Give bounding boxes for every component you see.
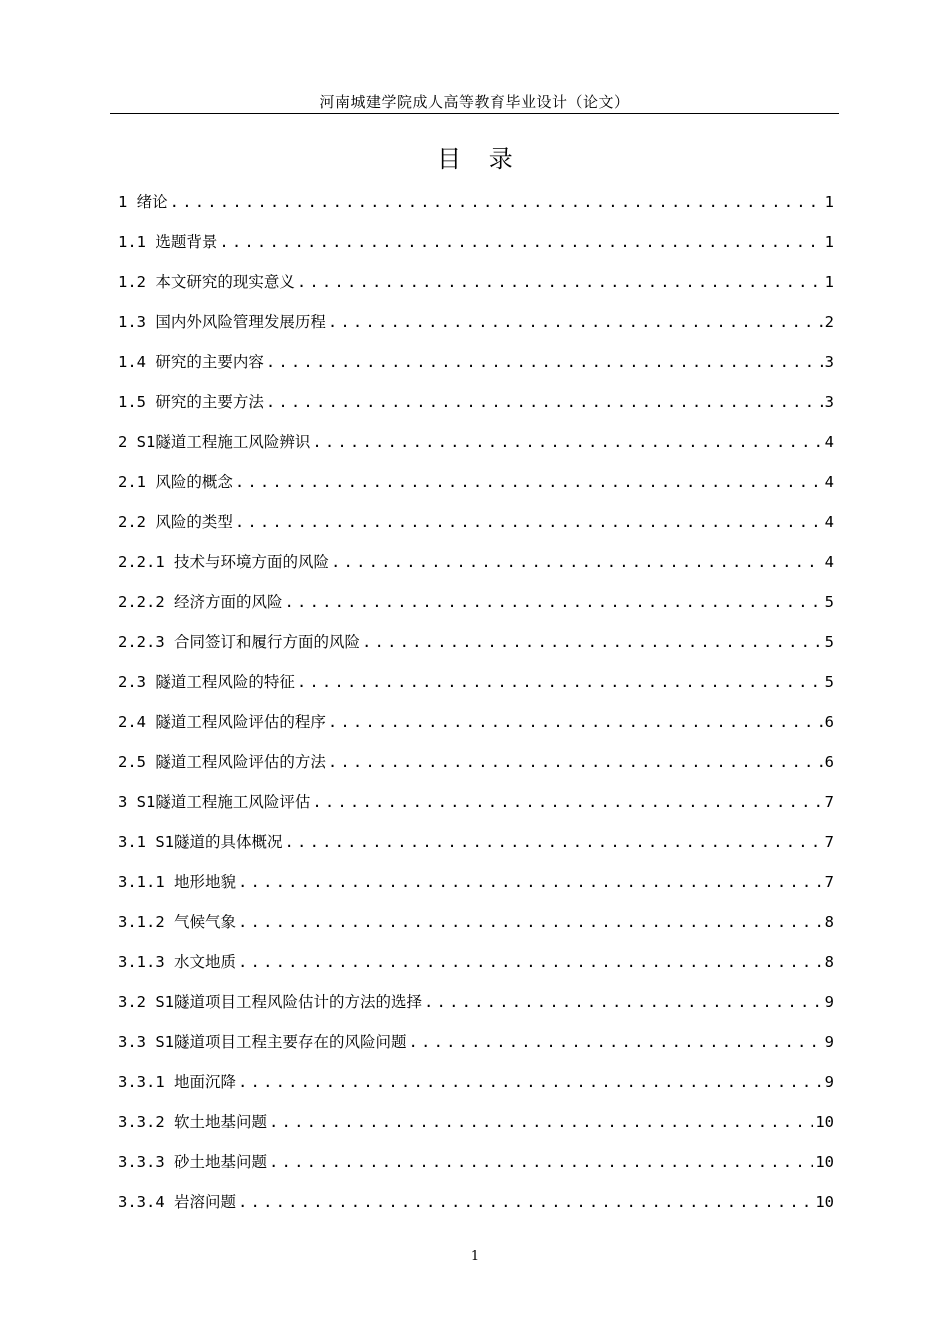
toc-dot-leader	[269, 1110, 813, 1134]
toc-entry-text: 1.3 国内外风险管理发展历程	[118, 313, 326, 331]
toc-dot-leader	[266, 350, 823, 374]
toc-entry-text: 3.2 S1隧道项目工程风险估计的方法的选择	[118, 993, 422, 1011]
toc-entry[interactable]	[118, 1190, 834, 1230]
toc-entry-text: 3.1.1 地形地貌	[118, 873, 236, 891]
toc-entry-text: 2.5 隧道工程风险评估的方法	[118, 753, 326, 771]
toc-entry-text: 3.3.1 地面沉降	[118, 1073, 236, 1091]
toc-entry-text: 3.1.2 气候气象	[118, 913, 236, 931]
toc-dot-leader	[328, 310, 823, 334]
toc-entry[interactable]	[118, 750, 834, 790]
toc-entry-page: 5	[824, 633, 834, 651]
toc-entry[interactable]	[118, 1150, 834, 1190]
toc-entry-text: 2.4 隧道工程风险评估的程序	[118, 713, 326, 731]
toc-entry-page: 8	[824, 953, 834, 971]
toc-entry[interactable]	[118, 1030, 834, 1070]
toc-entry[interactable]	[118, 790, 834, 830]
toc-entry-page: 9	[824, 1073, 834, 1091]
toc-entry-page: 2	[824, 313, 834, 331]
toc-entry[interactable]	[118, 190, 834, 230]
toc-entry-page: 1	[824, 233, 834, 251]
toc-entry-page: 3	[824, 393, 834, 411]
toc-entry[interactable]	[118, 910, 834, 950]
toc-dot-leader	[269, 1150, 813, 1174]
toc-entry-text: 1 绪论	[118, 193, 168, 211]
toc-dot-leader	[238, 910, 823, 934]
toc-entry-text: 3.3 S1隧道项目工程主要存在的风险问题	[118, 1033, 407, 1051]
toc-entry[interactable]	[118, 550, 834, 590]
toc-entry-page: 1	[824, 273, 834, 291]
toc-dot-leader	[409, 1030, 823, 1054]
toc-entry-page: 4	[824, 553, 834, 571]
table-of-contents	[118, 190, 834, 1230]
toc-dot-leader	[235, 470, 823, 494]
toc-entry[interactable]	[118, 870, 834, 910]
toc-entry-text: 3.3.4 岩溶问题	[118, 1193, 236, 1211]
toc-entry[interactable]	[118, 470, 834, 510]
toc-entry-page: 1	[824, 193, 834, 211]
toc-entry[interactable]	[118, 630, 834, 670]
toc-entry-text: 3.3.2 软土地基问题	[118, 1113, 267, 1131]
toc-entry-text: 2.2 风险的类型	[118, 513, 233, 531]
toc-entry-page: 9	[824, 1033, 834, 1051]
toc-entry-text: 2.2.2 经济方面的风险	[118, 593, 283, 611]
toc-dot-leader	[238, 870, 823, 894]
toc-entry-page: 7	[824, 873, 834, 891]
toc-entry-page: 9	[824, 993, 834, 1011]
toc-entry-text: 3 S1隧道工程施工风险评估	[118, 793, 311, 811]
toc-dot-leader	[312, 790, 822, 814]
toc-entry[interactable]	[118, 670, 834, 710]
toc-entry-text: 1.1 选题背景	[118, 233, 218, 251]
toc-entry-text: 3.1.3 水文地质	[118, 953, 236, 971]
toc-entry-text: 2.2.1 技术与环境方面的风险	[118, 553, 329, 571]
toc-entry-page: 6	[824, 753, 834, 771]
toc-entry-page: 6	[824, 713, 834, 731]
toc-entry[interactable]	[118, 350, 834, 390]
toc-dot-leader	[328, 710, 823, 734]
toc-entry-page: 10	[815, 1193, 834, 1211]
toc-entry[interactable]	[118, 830, 834, 870]
toc-dot-leader	[331, 550, 823, 574]
toc-entry[interactable]	[118, 1110, 834, 1150]
toc-entry[interactable]	[118, 590, 834, 630]
toc-entry[interactable]	[118, 950, 834, 990]
toc-entry[interactable]	[118, 430, 834, 470]
toc-dot-leader	[328, 750, 823, 774]
toc-dot-leader	[312, 430, 822, 454]
toc-dot-leader	[235, 510, 823, 534]
toc-dot-leader	[238, 1190, 813, 1214]
toc-entry-text: 1.4 研究的主要内容	[118, 353, 264, 371]
toc-dot-leader	[297, 270, 823, 294]
toc-dot-leader	[219, 230, 822, 254]
toc-entry-text: 2.3 隧道工程风险的特征	[118, 673, 295, 691]
toc-dot-leader	[238, 950, 823, 974]
toc-entry-text: 1.2 本文研究的现实意义	[118, 273, 295, 291]
toc-entry-text: 3.1 S1隧道的具体概况	[118, 833, 283, 851]
toc-entry[interactable]	[118, 390, 834, 430]
toc-entry-page: 10	[815, 1113, 834, 1131]
toc-entry-page: 7	[824, 833, 834, 851]
toc-entry-page: 5	[824, 673, 834, 691]
toc-entry[interactable]	[118, 270, 834, 310]
toc-entry[interactable]	[118, 1070, 834, 1110]
toc-entry-text: 2 S1隧道工程施工风险辨识	[118, 433, 311, 451]
toc-entry[interactable]	[118, 710, 834, 750]
page-number: 1	[470, 1249, 480, 1264]
toc-dot-leader	[424, 990, 823, 1014]
toc-dot-leader	[170, 190, 823, 214]
toc-dot-leader	[297, 670, 823, 694]
toc-entry-text: 2.1 风险的概念	[118, 473, 233, 491]
toc-entry-text: 1.5 研究的主要方法	[118, 393, 264, 411]
toc-entry[interactable]	[118, 510, 834, 550]
toc-dot-leader	[285, 830, 823, 854]
toc-entry-page: 8	[824, 913, 834, 931]
toc-entry-text: 3.3.3 砂土地基问题	[118, 1153, 267, 1171]
toc-entry-page: 4	[824, 473, 834, 491]
toc-entry[interactable]	[118, 230, 834, 270]
toc-entry-page: 4	[824, 513, 834, 531]
toc-entry[interactable]	[118, 990, 834, 1030]
page-header: 河南城建学院成人高等教育毕业设计（论文）	[110, 92, 839, 114]
toc-dot-leader	[285, 590, 823, 614]
toc-entry-page: 3	[824, 353, 834, 371]
toc-entry-page: 5	[824, 593, 834, 611]
toc-entry-text: 2.2.3 合同签订和履行方面的风险	[118, 633, 360, 651]
toc-entry[interactable]	[118, 310, 834, 350]
toc-entry-page: 7	[824, 793, 834, 811]
toc-dot-leader	[238, 1070, 823, 1094]
toc-entry-page: 10	[815, 1153, 834, 1171]
toc-dot-leader	[362, 630, 823, 654]
toc-entry-page: 4	[824, 433, 834, 451]
toc-dot-leader	[266, 390, 823, 414]
toc-title: 目 录	[437, 145, 523, 173]
